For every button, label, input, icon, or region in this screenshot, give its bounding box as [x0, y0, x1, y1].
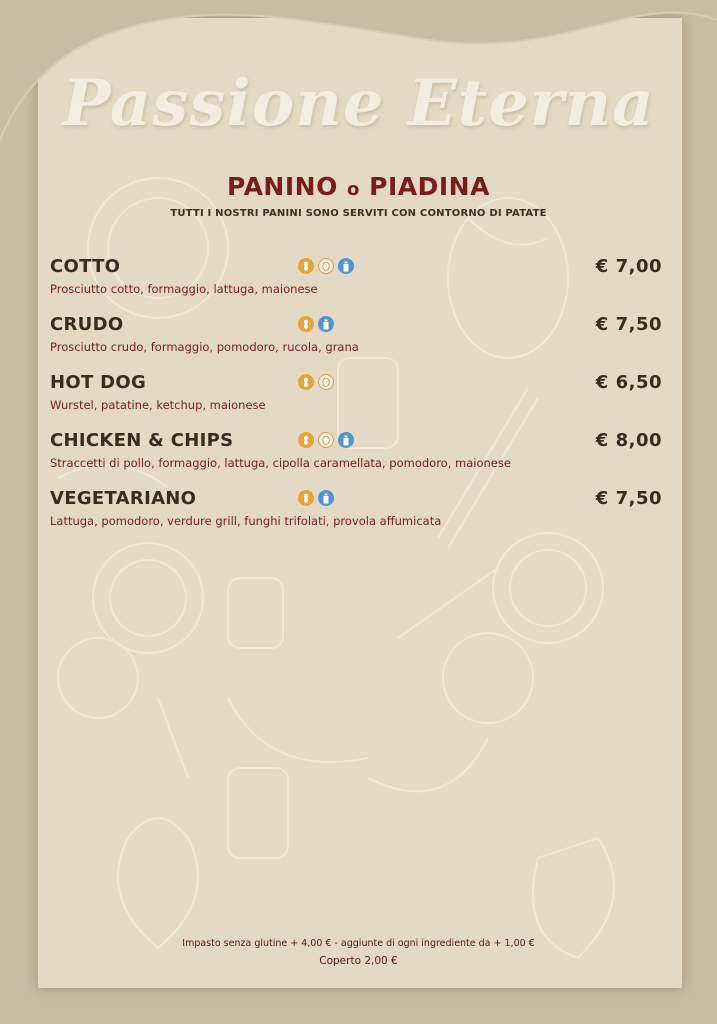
allergen-icons [298, 258, 354, 274]
footer-note: Impasto senza glutine + 4,00 € - aggiunte di ogni ingrediente da + 1,00 € [182, 938, 535, 949]
gluten-icon [298, 374, 314, 390]
item-name: CRUDO [50, 314, 124, 335]
item-price: € 7,50 [595, 488, 662, 509]
milk-icon [318, 316, 334, 332]
section-title-main: PANINO [227, 172, 338, 201]
section-title-joiner: o [347, 179, 360, 200]
item-description: Wurstel, patatine, ketchup, maionese [50, 398, 266, 412]
item-name: HOT DOG [50, 372, 147, 393]
item-name: VEGETARIANO [50, 488, 197, 509]
item-description: Prosciutto cotto, formaggio, lattuga, maionese [50, 282, 318, 296]
section-title [0, 172, 717, 201]
item-price: € 7,50 [595, 314, 662, 335]
item-description: Prosciutto crudo, formaggio, pomodoro, rucola, grana [50, 340, 359, 354]
gluten-icon [298, 490, 314, 506]
milk-icon [338, 432, 354, 448]
item-description: Lattuga, pomodoro, verdure grill, funghi trifolati, provola affumicata [50, 514, 442, 528]
allergen-icons [298, 316, 334, 332]
item-price: € 8,00 [595, 430, 662, 451]
egg-icon [318, 374, 334, 390]
menu-footer [0, 938, 717, 967]
allergen-icons [298, 374, 334, 390]
gluten-icon [298, 258, 314, 274]
gluten-icon [298, 432, 314, 448]
brand-logo-text: Passione Eterna [62, 66, 655, 141]
milk-icon [318, 490, 334, 506]
item-name: COTTO [50, 256, 121, 277]
item-price: € 6,50 [595, 372, 662, 393]
cover-charge: Coperto 2,00 € [319, 955, 398, 967]
egg-icon [318, 432, 334, 448]
milk-icon [338, 258, 354, 274]
item-name: CHICKEN & CHIPS [50, 430, 234, 451]
allergen-icons [298, 432, 354, 448]
section-title-second: PIADINA [369, 172, 490, 201]
egg-icon [318, 258, 334, 274]
allergen-icons [298, 490, 334, 506]
gluten-icon [298, 316, 314, 332]
section-subtitle: TUTTI I NOSTRI PANINI SONO SERVITI CON CONTORNO DI PATATE [170, 208, 547, 219]
item-description: Straccetti di pollo, formaggio, lattuga, cipolla caramellata, pomodoro, maionese [50, 456, 511, 470]
item-price: € 7,00 [595, 256, 662, 277]
